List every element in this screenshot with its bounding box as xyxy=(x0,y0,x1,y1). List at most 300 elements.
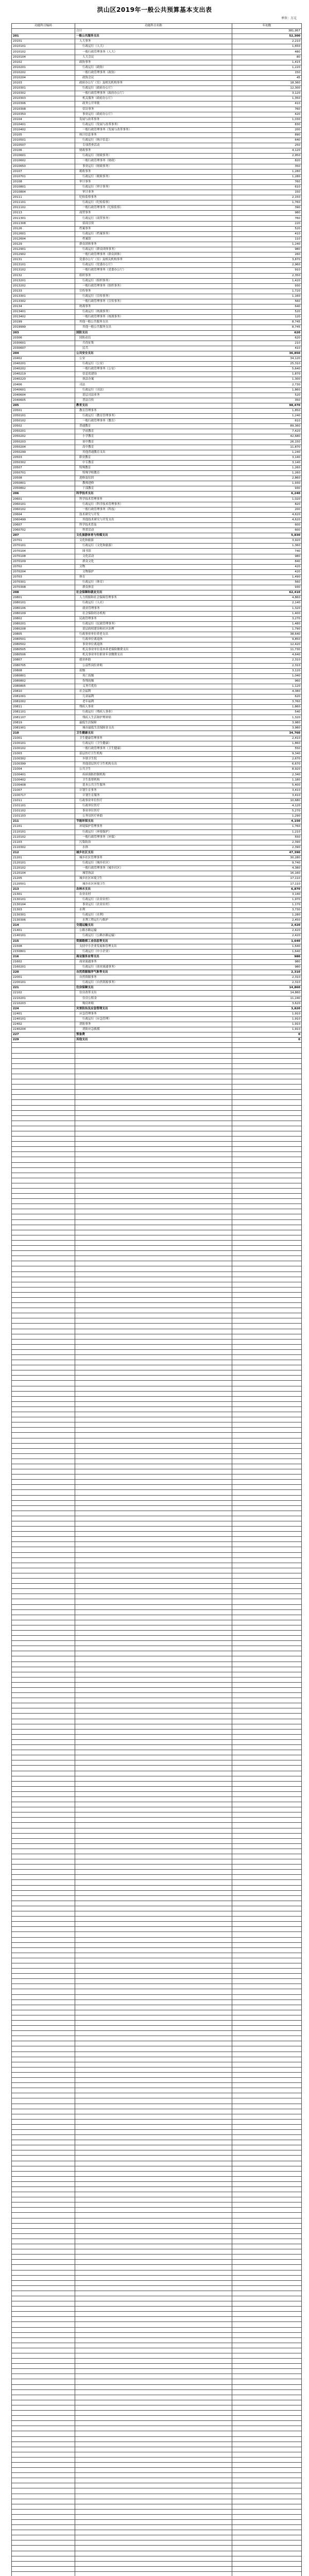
blank-cell xyxy=(75,2546,232,2551)
name-cell: 宣传事务 xyxy=(75,289,232,294)
blank-cell xyxy=(75,1412,232,1417)
blank-cell xyxy=(232,2072,302,2077)
name-cell: 一般行政管理事务（人大） xyxy=(75,49,232,55)
blank-cell xyxy=(232,1662,302,1667)
blank-cell xyxy=(12,1781,75,1786)
blank-cell xyxy=(12,1994,75,1999)
code-cell: 2019999 xyxy=(12,325,75,330)
blank-cell xyxy=(232,1277,302,1282)
blank-cell xyxy=(232,1152,302,1157)
name-cell: 行政运行（体育） xyxy=(75,580,232,585)
blank-cell xyxy=(75,1667,232,1672)
name-cell: 行政运行（财政事务） xyxy=(75,154,232,159)
blank-row xyxy=(12,1865,302,1870)
table-row xyxy=(12,408,302,413)
amount-cell: 410 xyxy=(232,101,302,107)
blank-row xyxy=(12,1355,302,1360)
blank-cell xyxy=(75,1147,232,1152)
blank-row xyxy=(12,1760,302,1766)
blank-cell xyxy=(12,2551,75,2556)
blank-cell xyxy=(12,2395,75,2400)
blank-cell xyxy=(12,1162,75,1167)
code-cell: 206 xyxy=(12,492,75,497)
code-cell: 2013402 xyxy=(12,315,75,320)
amount-cell: 420 xyxy=(232,564,302,569)
table-row xyxy=(12,767,302,772)
table-row xyxy=(12,164,302,169)
blank-cell xyxy=(12,1246,75,1251)
code-cell: 2060101 xyxy=(12,502,75,507)
blank-row xyxy=(12,1095,302,1100)
blank-cell xyxy=(75,1823,232,1828)
blank-cell xyxy=(12,1875,75,1880)
blank-cell xyxy=(75,1802,232,1807)
blank-cell xyxy=(232,1344,302,1349)
blank-row xyxy=(12,2218,302,2223)
amount-cell: 930 xyxy=(232,283,302,289)
blank-cell xyxy=(75,1573,232,1578)
blank-cell xyxy=(12,1214,75,1219)
blank-cell xyxy=(75,2369,232,2374)
table-row xyxy=(12,689,302,694)
code-cell: 2050802 xyxy=(12,486,75,492)
name-cell: 行政运行（党委办公厅） xyxy=(75,263,232,268)
blank-row xyxy=(12,2566,302,2571)
amount-cell: 600 xyxy=(232,523,302,528)
table-row xyxy=(12,81,302,86)
name-cell: 行政单位医疗 xyxy=(75,804,232,809)
code-cell: 2080705 xyxy=(12,663,75,668)
blank-cell xyxy=(75,1906,232,1911)
table-row xyxy=(12,621,302,626)
blank-cell xyxy=(75,2202,232,2208)
blank-row xyxy=(12,1521,302,1527)
table-row xyxy=(12,845,302,850)
name-cell: 伤残抚恤 xyxy=(75,679,232,684)
blank-row xyxy=(12,1349,302,1354)
blank-cell xyxy=(12,1428,75,1433)
name-cell: 行政运行（残疾人事业） xyxy=(75,710,232,715)
blank-row xyxy=(12,2332,302,2337)
amount-cell: 30,280 xyxy=(232,856,302,861)
blank-cell xyxy=(12,1927,75,1932)
code-cell: 2040605 xyxy=(12,398,75,403)
blank-cell xyxy=(12,1417,75,1422)
unit-label: 单位：万元 xyxy=(281,16,297,20)
name-cell: 事业运行（政府办公厅） xyxy=(75,112,232,117)
blank-row xyxy=(12,1048,302,1053)
blank-cell xyxy=(232,2426,302,2431)
code-cell: 2013401 xyxy=(12,310,75,315)
blank-cell xyxy=(232,2332,302,2337)
blank-row xyxy=(12,1308,302,1313)
blank-row xyxy=(12,2312,302,2317)
blank-cell xyxy=(232,2348,302,2353)
blank-cell xyxy=(75,1443,232,1448)
blank-cell xyxy=(12,1609,75,1615)
blank-cell xyxy=(232,1724,302,1729)
blank-row xyxy=(12,1932,302,1937)
blank-cell xyxy=(232,1376,302,1381)
blank-cell xyxy=(232,2026,302,2031)
table-row xyxy=(12,351,302,356)
blank-row xyxy=(12,2556,302,2561)
blank-cell xyxy=(12,2332,75,2337)
blank-cell xyxy=(75,1214,232,1219)
blank-cell xyxy=(12,1739,75,1744)
blank-cell xyxy=(75,1355,232,1360)
blank-cell xyxy=(12,1969,75,1974)
blank-cell xyxy=(75,1084,232,1090)
header-code: 功能科目编码 xyxy=(12,24,75,29)
blank-row xyxy=(12,2067,302,2072)
amount-cell: 6,870 xyxy=(232,887,302,892)
blank-cell xyxy=(232,1428,302,1433)
code-cell: 2210203 xyxy=(12,1001,75,1006)
blank-cell xyxy=(12,1859,75,1865)
blank-cell xyxy=(12,1527,75,1532)
blank-cell xyxy=(75,1760,232,1766)
code-cell: 2130306 xyxy=(12,918,75,923)
blank-row xyxy=(12,1183,302,1188)
code-cell: 2030601 xyxy=(12,341,75,346)
blank-row xyxy=(12,2405,302,2410)
name-cell: 行政运行（发展与改革事务） xyxy=(75,122,232,127)
blank-cell xyxy=(75,1688,232,1693)
blank-cell xyxy=(12,1464,75,1469)
name-cell: 灾害防治及应急管理支出 xyxy=(75,1006,232,1011)
table-row xyxy=(12,44,302,49)
amount-cell: 2,420 xyxy=(232,923,302,928)
blank-cell xyxy=(75,2379,232,2384)
blank-cell xyxy=(75,2005,232,2010)
blank-cell xyxy=(12,2041,75,2046)
blank-cell xyxy=(232,1672,302,1677)
code-cell: 2013102 xyxy=(12,268,75,273)
table-row xyxy=(12,465,302,470)
amount-cell: 350 xyxy=(232,398,302,403)
amount-cell: 11,870 xyxy=(232,445,302,450)
amount-cell: 3,980 xyxy=(232,725,302,731)
blank-cell xyxy=(75,1069,232,1074)
blank-cell xyxy=(12,2275,75,2280)
blank-cell xyxy=(232,1823,302,1828)
code-cell: 21011 xyxy=(12,798,75,803)
blank-cell xyxy=(12,2436,75,2442)
blank-cell xyxy=(232,1480,302,1485)
blank-cell xyxy=(75,1672,232,1677)
amount-cell: 930 xyxy=(232,585,302,590)
blank-cell xyxy=(232,1953,302,1958)
blank-cell xyxy=(75,1922,232,1927)
blank-cell xyxy=(232,1573,302,1578)
blank-cell xyxy=(232,1324,302,1329)
code-cell: 2011102 xyxy=(12,206,75,211)
blank-row xyxy=(12,1604,302,1609)
blank-cell xyxy=(12,2504,75,2509)
blank-row xyxy=(12,2031,302,2036)
amount-cell: 1,400 xyxy=(232,611,302,616)
blank-cell xyxy=(12,2140,75,2145)
blank-cell xyxy=(12,2312,75,2317)
blank-row xyxy=(12,1324,302,1329)
blank-row xyxy=(12,2255,302,2260)
blank-cell xyxy=(12,2546,75,2551)
blank-cell xyxy=(12,1360,75,1365)
blank-cell xyxy=(232,2161,302,2166)
amount-cell: 3,920 xyxy=(232,538,302,544)
table-row xyxy=(12,611,302,616)
blank-row xyxy=(12,1885,302,1890)
blank-cell xyxy=(75,1563,232,1568)
amount-cell: 3,620 xyxy=(232,1001,302,1006)
table-row xyxy=(12,700,302,705)
blank-cell xyxy=(232,1895,302,1901)
code-cell: 2100102 xyxy=(12,747,75,752)
blank-row xyxy=(12,2359,302,2364)
blank-row xyxy=(12,1142,302,1147)
code-cell: 20106 xyxy=(12,148,75,154)
table-row xyxy=(12,772,302,777)
blank-cell xyxy=(75,1875,232,1880)
blank-cell xyxy=(75,2499,232,2504)
blank-cell xyxy=(12,2457,75,2462)
blank-row xyxy=(12,1755,302,1760)
table-row xyxy=(12,502,302,507)
name-cell: 行政运行（商贸事务） xyxy=(75,216,232,221)
table-row xyxy=(12,934,302,939)
amount-cell: 1,860 xyxy=(232,741,302,746)
blank-cell xyxy=(75,1469,232,1475)
blank-cell xyxy=(12,1755,75,1760)
blank-cell xyxy=(12,2317,75,2322)
blank-cell xyxy=(232,2255,302,2260)
blank-row xyxy=(12,1058,302,1063)
blank-cell xyxy=(12,1818,75,1823)
name-cell: 基层司法业务 xyxy=(75,393,232,398)
code-cell: 2130104 xyxy=(12,902,75,907)
amount-cell: 390 xyxy=(232,206,302,211)
blank-row xyxy=(12,2166,302,2171)
blank-row xyxy=(12,1505,302,1511)
blank-row xyxy=(12,1329,302,1334)
blank-cell xyxy=(12,1615,75,1620)
code-cell: 2040202 xyxy=(12,367,75,372)
blank-cell xyxy=(75,2337,232,2343)
code-cell: 2011101 xyxy=(12,200,75,206)
code-cell: 2013202 xyxy=(12,283,75,289)
blank-cell xyxy=(75,2317,232,2322)
amount-cell: 1,360 xyxy=(232,544,302,549)
blank-cell xyxy=(12,2488,75,2494)
blank-cell xyxy=(75,1365,232,1370)
blank-cell xyxy=(75,2504,232,2509)
code-cell: 2210201 xyxy=(12,996,75,1001)
blank-cell xyxy=(12,1313,75,1318)
blank-cell xyxy=(75,1776,232,1781)
blank-cell xyxy=(232,1485,302,1490)
blank-cell xyxy=(75,2192,232,2197)
blank-cell xyxy=(75,2530,232,2535)
blank-cell xyxy=(75,1480,232,1485)
blank-row xyxy=(12,1318,302,1324)
code-cell: 221 xyxy=(12,986,75,991)
blank-cell xyxy=(75,1786,232,1791)
code-cell: 20703 xyxy=(12,574,75,580)
blank-cell xyxy=(75,2514,232,2519)
blank-cell xyxy=(12,2468,75,2473)
table-row xyxy=(12,694,302,700)
blank-cell xyxy=(75,1391,232,1396)
blank-cell xyxy=(232,2109,302,2114)
blank-cell xyxy=(12,1485,75,1490)
blank-cell xyxy=(75,2457,232,2462)
blank-cell xyxy=(232,2337,302,2343)
blank-cell xyxy=(75,2026,232,2031)
blank-cell xyxy=(12,1349,75,1354)
table-row xyxy=(12,949,302,954)
blank-cell xyxy=(75,2124,232,2129)
blank-cell xyxy=(12,2202,75,2208)
blank-row xyxy=(12,1875,302,1880)
amount-cell: 1,280 xyxy=(232,913,302,918)
table-row xyxy=(12,980,302,986)
blank-cell xyxy=(232,1396,302,1401)
blank-cell xyxy=(12,1277,75,1282)
blank-row xyxy=(12,1074,302,1079)
blank-cell xyxy=(12,1303,75,1308)
name-cell: 公共安全支出 xyxy=(75,351,232,356)
table-row xyxy=(12,476,302,481)
code-cell: 2080101 xyxy=(12,601,75,606)
name-cell: 商贸事务 xyxy=(75,211,232,216)
amount-cell: 1,760 xyxy=(232,200,302,206)
table-row xyxy=(12,367,302,372)
name-cell: 初中教育 xyxy=(75,439,232,445)
table-row xyxy=(12,439,302,445)
blank-cell xyxy=(12,1604,75,1609)
blank-cell xyxy=(232,2098,302,2104)
blank-cell xyxy=(232,1282,302,1287)
amount-cell: 640 xyxy=(232,138,302,143)
table-row xyxy=(12,278,302,283)
table-row xyxy=(12,788,302,793)
amount-cell: 520 xyxy=(232,310,302,315)
table-row xyxy=(12,273,302,278)
code-cell: 20502 xyxy=(12,424,75,429)
blank-cell xyxy=(12,1126,75,1131)
blank-row xyxy=(12,1406,302,1412)
blank-cell xyxy=(232,1079,302,1084)
blank-cell xyxy=(12,1641,75,1646)
blank-cell xyxy=(75,2072,232,2077)
code-cell: 20501 xyxy=(12,408,75,413)
blank-cell xyxy=(232,1771,302,1776)
amount-cell: 2,960 xyxy=(232,263,302,268)
code-cell: 2080208 xyxy=(12,626,75,632)
code-cell: 20811 xyxy=(12,705,75,710)
name-cell: 一般行政管理事务（公安） xyxy=(75,367,232,372)
table-row xyxy=(12,777,302,783)
name-cell: 乡镇卫生院 xyxy=(75,757,232,762)
blank-cell xyxy=(12,1480,75,1485)
blank-cell xyxy=(232,2260,302,2265)
blank-cell xyxy=(12,1090,75,1095)
code-cell: 21205 xyxy=(12,876,75,882)
blank-cell xyxy=(232,1438,302,1443)
amount-cell: 4,620 xyxy=(232,517,302,522)
code-cell: 208 xyxy=(12,590,75,596)
amount-cell: 36,850 xyxy=(232,351,302,356)
amount-cell: 600 xyxy=(232,528,302,533)
blank-cell xyxy=(232,1656,302,1662)
blank-row xyxy=(12,1636,302,1641)
table-row xyxy=(12,221,302,226)
name-cell: 普法宣传 xyxy=(75,398,232,403)
blank-row xyxy=(12,2447,302,2452)
blank-cell xyxy=(232,2041,302,2046)
blank-cell xyxy=(12,1105,75,1110)
blank-cell xyxy=(12,2021,75,2026)
blank-cell xyxy=(232,2452,302,2457)
blank-cell xyxy=(75,1828,232,1833)
amount-cell: 5,640 xyxy=(232,367,302,372)
name-cell: 卫生监督机构 xyxy=(75,777,232,783)
table-row xyxy=(12,91,302,96)
name-cell: 自然资源海洋气象等支出 xyxy=(75,970,232,975)
blank-cell xyxy=(232,2369,302,2374)
blank-cell xyxy=(232,1370,302,1376)
blank-row xyxy=(12,1485,302,1490)
blank-row xyxy=(12,1579,302,1584)
blank-cell xyxy=(232,2571,302,2576)
amount-cell: 2,310 xyxy=(232,663,302,668)
blank-cell xyxy=(75,1381,232,1386)
name-cell: 一般公共服务支出 xyxy=(75,34,232,39)
blank-cell xyxy=(12,1115,75,1121)
blank-cell xyxy=(12,2260,75,2265)
amount-cell: 930 xyxy=(232,486,302,492)
blank-cell xyxy=(12,1204,75,1209)
blank-cell xyxy=(232,1854,302,1859)
code-cell: 2120501 xyxy=(12,882,75,887)
code-cell: 21401 xyxy=(12,928,75,934)
blank-row xyxy=(12,1573,302,1578)
table-row xyxy=(12,798,302,803)
table-row xyxy=(12,414,302,419)
blank-cell xyxy=(75,2135,232,2140)
blank-cell xyxy=(75,1090,232,1095)
blank-cell xyxy=(12,1812,75,1818)
blank-cell xyxy=(75,1162,232,1167)
blank-cell xyxy=(75,1651,232,1656)
blank-cell xyxy=(75,2296,232,2301)
name-cell: 中专教育 xyxy=(75,460,232,465)
blank-cell xyxy=(232,1527,302,1532)
amount-cell: 2,450 xyxy=(232,918,302,923)
table-row xyxy=(12,871,302,876)
table-row xyxy=(12,829,302,835)
table-row xyxy=(12,49,302,55)
blank-cell xyxy=(75,2483,232,2488)
name-cell: 购房补贴 xyxy=(75,1001,232,1006)
blank-cell xyxy=(75,1911,232,1917)
blank-row xyxy=(12,1724,302,1729)
table-row xyxy=(12,195,302,200)
amount-cell: 1,720 xyxy=(232,289,302,294)
blank-row xyxy=(12,1708,302,1714)
code-cell: 220 xyxy=(12,970,75,975)
